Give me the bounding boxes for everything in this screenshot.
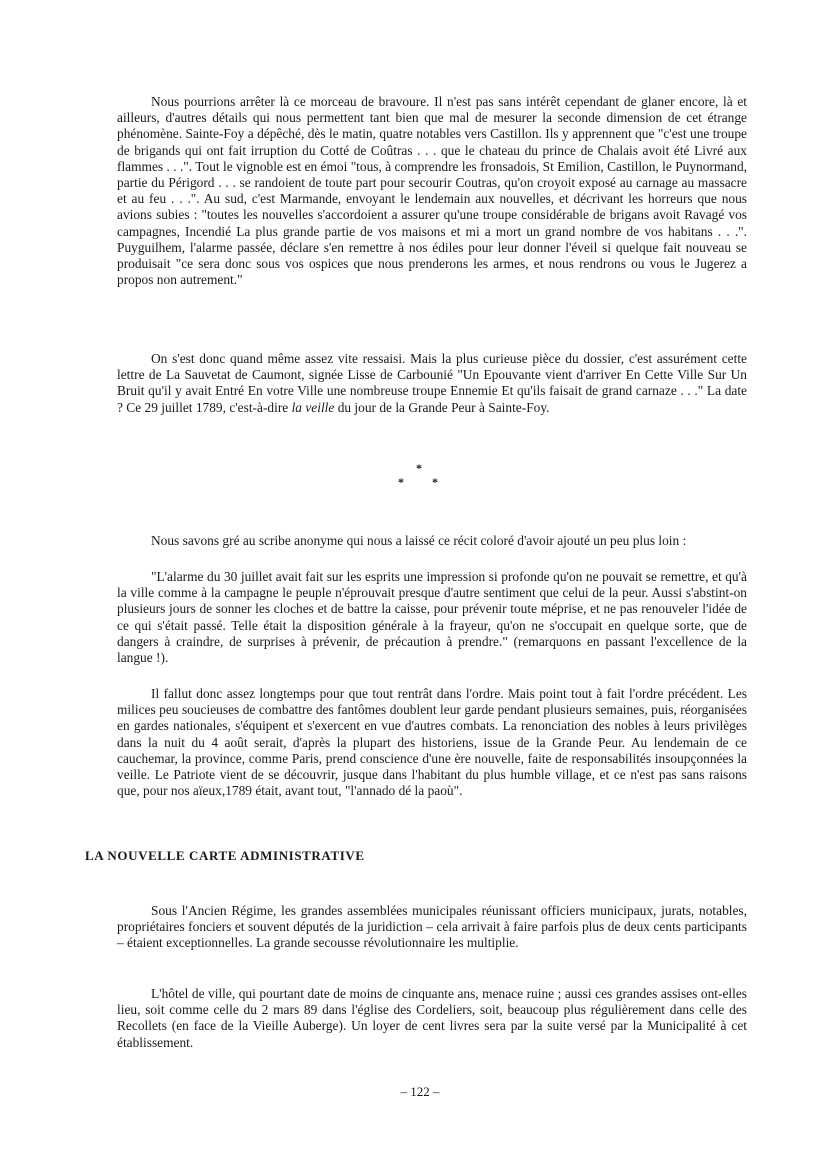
paragraph-sauvetat-letter-end: du jour de la Grande Peur à Sainte-Foy. bbox=[334, 399, 550, 415]
paragraph-hotel-de-ville: L'hôtel de ville, qui pourtant date de moins de cinquante ans, menace ruine ; aussi ces grandes assises ont-elles lieu, soit comme celle du 2 mars 89 dans l'église des Cordeliers, soit, beaucoup plus régulièrement dans celle des Recollets (en face de la Vieille Auberge). Un loyer de cent livres sera par la suite versé par la Municipalité à cet établissement. bbox=[117, 986, 747, 1050]
asterisk-top: * bbox=[416, 461, 422, 475]
quotation-alarm-30-juillet: "L'alarme du 30 juillet avait fait sur les esprits une impression si profonde qu'on ne pouvait se remettre, et qu'à la ville comme à la campagne le peuple n'éprouvait presque d'autre sentiment que celui de la peur. Aussi s'abstint-on plusieurs jours de sonner les cloches et de battre la caisse, pour prévenir toute méprise, et ne pas renouveler l'idée de ce qui s'était passé. Telle était la disposition générale à la frayeur, qu'on ne s'occupait en quelque sorte, que de dangers à craindre, de surprises à prévenir, de précaution à prendre." (remarquons en passant l'excellence de la langue !). bbox=[117, 569, 747, 666]
paragraph-castillon-reports: Nous pourrions arrêter là ce morceau de bravoure. Il n'est pas sans intérêt cependant de glaner encore, là et ailleurs, d'autres détails qui nous permettent tant bien que mal de mesurer la seconde dimension de cet étrange phénomène. Sainte-Foy a dépêché, dès le matin, quatre notables vers Castillon. Ils y apprennent que "c'est une troupe de brigands qui ont fait irruption du Cotté de Coûtras . . . que le chateau du prince de Chalais avoit été Livré aux flammes . . .". Tout le vignoble est en émoi "tous, à comprendre les fronsadois, St Emilion, Castillon, le Puynormand, partie du Périgord . . . se randoient de toute part pour secourir Coutras, qu'on croyoit exposé au carnage au massacre et au feu . . .". Au sud, c'est Marmande, envoyant le lendemain aux nouvelles, et décrivant les horreurs que nous avions subies : "toutes les nouvelles s'accordoient a assurer qu'une troupe considérable de brigans avoit Ravagé vos campagnes, Incendié La plus grande partie de vos maisons et mi a mort un grand nombre de vos habitans . . .". Puyguilhem, l'alarme passée, déclare s'en remettre à nos édiles pour leur donner l'éveil si quelque fait nouveau se produisait "ce sera donc sous vos ospices que nous prenderons les armes, et nous rendrons ou vous le Jugerez a propos non autrement." bbox=[117, 94, 747, 288]
asterisk-bottom-left: * bbox=[398, 475, 404, 489]
paragraph-sauvetat-letter-text: On s'est donc quand même assez vite ressaisi. Mais la plus curieuse pièce du dossier, c'est assurément cette lettre de La Sauvetat de Caumont, signée Lisse de Carbounié "Un Epouvante vient d'arriver En Cette Ville Sur Un Bruit qu'il y avait Entré En votre Ville une nombreuse troupe Ennemie Et qu'ils faisait de grand carnaze . . ." La date ? Ce 29 juillet 1789, c'est-à-dire bbox=[117, 351, 747, 415]
section-separator-asterisks bbox=[390, 461, 450, 491]
paragraph-anonymous-scribe: Nous savons gré au scribe anonyme qui nous a laissé ce récit coloré d'avoir ajouté un peu plus loin : bbox=[151, 533, 687, 548]
page-number: – 122 – bbox=[400, 1084, 440, 1099]
paragraph-ancien-regime: Sous l'Ancien Régime, les grandes assemblées municipales réunissant officiers municipaux, jurats, notables, propriétaires fonciers et souvent députés de la juridiction – cela arrivait à faire parfois plus de deux cents participants – étaient exceptionnelles. La grande secousse révolutionnaire les multiplie. bbox=[117, 903, 747, 951]
italic-la-veille: la veille bbox=[291, 399, 335, 415]
paragraph-sauvetat-letter bbox=[117, 351, 747, 416]
section-heading: LA NOUVELLE CARTE ADMINISTRATIVE bbox=[85, 848, 365, 863]
asterisk-bottom-right: * bbox=[432, 475, 438, 489]
paragraph-return-to-order: Il fallut donc assez longtemps pour que tout rentrât dans l'ordre. Mais point tout à fait l'ordre précédent. Les milices peu soucieuses de combattre des fantômes doublent leur garde pendant plusieurs semaines, puis, réorganisées en gardes nationales, s'équipent et s'exercent en vue d'autres combats. La renonciation des nobles à leurs privilèges dans la nuit du 4 août serait, d'après la plupart des historiens, issue de la Grande Peur. Au lendemain de ce cauchemar, la province, comme Paris, prend conscience d'une ère nouvelle, faite de responsabilités insoupçonnées la veille. Le Patriote vient de se découvrir, jusque dans l'habitant du plus humble village, et ce n'est pas sans raisons que, pour nos aïeux,1789 était, avant tout, "l'annado dé la paoù". bbox=[117, 686, 747, 799]
